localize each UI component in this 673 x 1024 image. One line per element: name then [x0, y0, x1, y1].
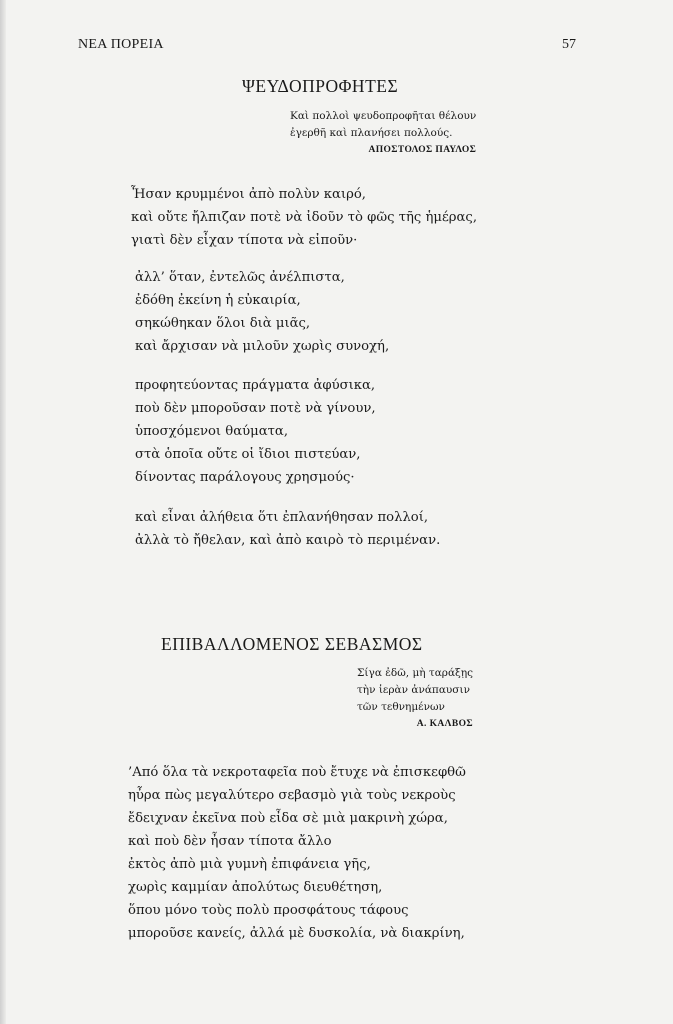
verse-line: ἀλλ’ ὅταν, ἐντελῶς ἀνέλπιστα,	[135, 270, 345, 285]
verse-line: καὶ ἄρχισαν νὰ μιλοῦν χωρὶς συνοχή,	[135, 339, 390, 354]
page-number: 57	[562, 37, 576, 52]
stanza	[135, 374, 376, 489]
verse-line: χωρὶς καμμίαν ἀπολύτως διευθέτηση,	[128, 880, 383, 895]
verse-line: ἀλλὰ τὸ ἤθελαν, καὶ ἀπὸ καιρὸ τὸ περιμέναν.	[135, 533, 441, 548]
epigraph-line: τῶν τεθνημένων	[357, 701, 445, 713]
verse-line: ποὺ δὲν μποροῦσαν ποτὲ νὰ γίνουν,	[135, 401, 376, 416]
verse-line: σηκώθηκαν ὅλοι διὰ μιᾶς,	[135, 316, 311, 331]
verse-line: καὶ ποὺ δὲν ἦσαν τίποτα ἄλλο	[128, 834, 332, 849]
stanza	[135, 506, 440, 552]
stanza	[128, 761, 466, 945]
epigraph-line: Καὶ πολλοὶ ψευδοπροφῆται θέλουν	[290, 110, 477, 122]
verse-line: ηὖρα πὼς μεγαλύτερο σεβασμὸ γιὰ τοὺς νεκροὺς	[128, 788, 456, 803]
verse-line: μποροῦσε κανείς, ἀλλά μὲ δυσκολία, νὰ διακρίνη,	[128, 926, 465, 941]
verse-line: στὰ ὁποῖα οὔτε οἱ ἴδιοι πιστεύαν,	[135, 447, 361, 462]
verse-line: ἐδόθη ἐκείνη ἡ εὐκαιρία,	[135, 293, 301, 308]
epigraph	[357, 665, 473, 733]
epigraph-author: ΑΠΟΣΤΟΛΟΣ ΠΑΥΛΟΣ	[368, 145, 477, 155]
verse-line: προφητεύοντας πράγματα ἀφύσικα,	[135, 378, 376, 393]
poem-title: ΕΠΙΒΑΛΛΟΜΕΝΟΣ ΣΕΒΑΣΜΟΣ	[161, 634, 423, 654]
verse-line: γιατὶ δὲν εἶχαν τίποτα νὰ εἰποῦν·	[131, 233, 358, 248]
verse-line: καὶ εἶναι ἀλήθεια ὅτι ἐπλανήθησαν πολλοί,	[135, 510, 429, 525]
verse-line: Ἦσαν κρυμμένοι ἀπὸ πολὺν καιρό,	[131, 187, 366, 202]
epigraph-line: τὴν ἱερὰν ἀνάπαυσιν	[357, 684, 470, 696]
verse-line: ἔδειχναν ἐκεῖνα ποὺ εἶδα σὲ μιὰ μακρινὴ χώρα,	[128, 811, 448, 826]
verse-line: ὅπου μόνο τοὺς πολὺ προσφάτους τάφους	[128, 903, 409, 918]
stanza	[135, 266, 389, 358]
verse-line: ὑποσχόμενοι θαύματα,	[135, 424, 289, 439]
epigraph-line: Σίγα ἐδῶ, μὴ ταράξῃς	[357, 667, 474, 679]
verse-line: ’Από ὅλα τὰ νεκροταφεῖα ποὺ ἔτυχε νὰ ἐπισκεφθῶ	[128, 765, 466, 780]
poem-title: ΨΕΥΔΟΠΡΟΦΗΤΕΣ	[242, 76, 399, 96]
page-binding-edge	[0, 0, 6, 1024]
epigraph	[290, 108, 476, 159]
stanza	[131, 183, 477, 252]
verse-line: δίνοντας παράλογους χρησμούς·	[135, 470, 355, 485]
epigraph-author: Α. ΚΑΛΒΟΣ	[416, 719, 474, 729]
verse-line: ἐκτὸς ἀπὸ μιὰ γυμνὴ ἐπιφάνεια γῆς,	[128, 857, 371, 872]
running-head: ΝΕΑ ΠΟΡΕΙΑ	[78, 37, 164, 52]
verse-line: καὶ οὔτε ἤλπιζαν ποτὲ νὰ ἰδοῦν τὸ φῶς τῆς ἡμέρας,	[131, 210, 478, 225]
epigraph-line: ἐγερθῆ καὶ πλανήσει πολλούς.	[290, 127, 453, 139]
